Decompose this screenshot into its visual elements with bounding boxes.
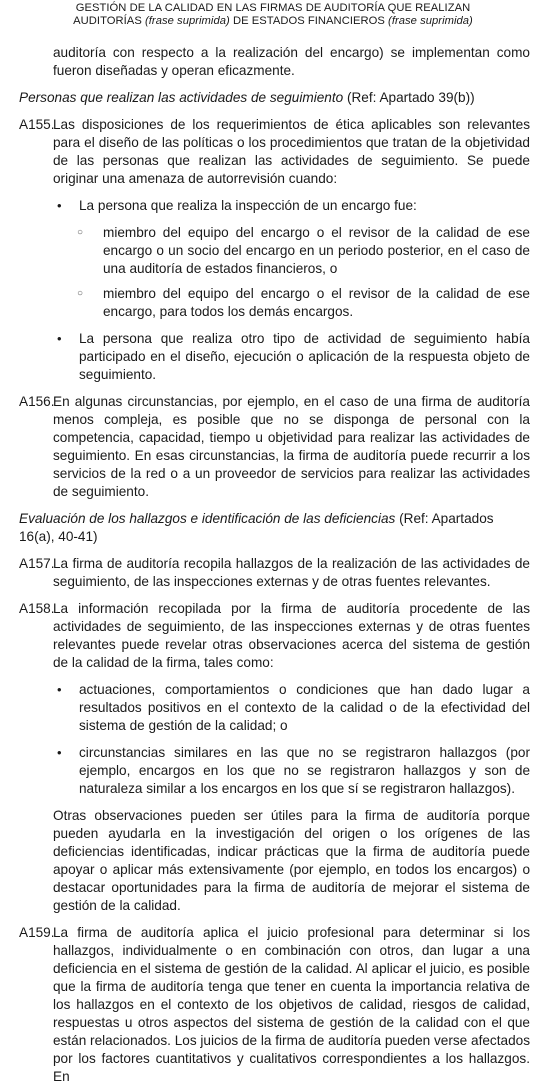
header-line-2-part: DE ESTADOS FINANCIEROS <box>229 15 389 27</box>
heading-ref: (Ref: Apartados 16(a), 40-41) <box>19 511 494 544</box>
paragraph-text: En algunas circunstancias, por ejemplo, en el caso de una firma de auditoría menos compleja, es posible que no se disponga de personal con la competencia, capacidad, tiempo u objetividad para realizar las actividades de seguimiento. En esas circunstancias, la firma de auditoría puede recurrir a los servicios de la red o a un proveedor de servicios para realizar las actividades de seguimiento. <box>53 394 530 499</box>
paragraph-a159 <box>19 924 530 1086</box>
paragraph-text: La información recopilada por la firma de auditoría procedente de las actividades de seguimiento, de las inspecciones externas y de otras fuentes relevantes puede revelar otras observaciones acerca del sistema de gestión de la calidad de la firma, tales como: <box>53 601 530 670</box>
sub-bullet-item <box>19 285 530 321</box>
sub-bullet-text: miembro del equipo del encargo o el revisor de la calidad de ese encargo, para todos los demás encargos. <box>103 286 530 319</box>
sub-bullet-text: miembro del equipo del encargo o el revisor de la calidad de ese encargo o un socio del encargo en un periodo posterior, en el caso de una auditoría de estados financieros, o <box>103 225 530 276</box>
heading-italic: Evaluación de los hallazgos e identificación de las deficiencias <box>19 511 396 526</box>
header-line-2-italic: (frase suprimida) <box>388 15 473 27</box>
running-header <box>0 0 546 28</box>
paragraph-a157 <box>19 555 530 591</box>
paragraph-a158 <box>19 600 530 672</box>
intro-paragraph: auditoría con respecto a la realización del encargo) se implementan como fueron diseñadas y operan eficazmente. <box>53 45 530 78</box>
paragraph-a156 <box>19 393 530 501</box>
bullet-item <box>19 197 530 215</box>
heading-italic: Personas que realizan las actividades de seguimiento <box>19 90 344 105</box>
bullet-icon: • <box>57 331 62 346</box>
section-heading-hallazgos <box>19 510 530 546</box>
paragraph-number: A156. <box>19 394 55 409</box>
header-line-1: GESTIÓN DE LA CALIDAD EN LAS FIRMAS DE AUDITORÍA QUE REALIZAN <box>75 2 471 14</box>
paragraph-number: A157. <box>19 556 55 571</box>
heading-ref: (Ref: Apartado 39(b)) <box>343 90 475 105</box>
bullet-text: circunstancias similares en las que no se registraron hallazgos (por ejemplo, encargos en los que no se registraron hallazgos y son de naturaleza similar a los encargos en los que sí se registraron hallazgos). <box>79 745 530 796</box>
paragraph-text: La firma de auditoría aplica el juicio profesional para determinar si los hallazgos, individualmente o en combinación con otros, dan lugar a una deficiencia en el sistema de gestión de la calidad. Al aplicar el juicio, es posible que la firma de auditoría tenga que tener en cuenta la importancia relativa de los hallazgos en el contexto de los objetivos de calidad, riesgos de calidad, respuestas u otros aspectos del sistema de gestión de la calidad con el que están relacionados. Los juicios de la firma de auditoría pueden verse afectados por los factores cuantitativos y cualitativos correspondientes a los hallazgos. En <box>53 925 530 1084</box>
bullet-icon: • <box>57 198 62 213</box>
paragraph-a155 <box>19 116 530 188</box>
paragraph-number: A155. <box>19 117 55 132</box>
header-line-2-part: AUDITORÍAS <box>73 15 145 27</box>
section-heading-seguimiento <box>19 89 530 107</box>
header-line-2-italic: (frase suprimida) <box>145 15 230 27</box>
paragraph-text: La firma de auditoría recopila hallazgos de la realización de las actividades de seguimiento, de las inspecciones externas y de otras fuentes relevantes. <box>53 556 530 589</box>
paragraph-number: A158. <box>19 601 55 616</box>
bullet-item <box>19 330 530 384</box>
sub-bullet-item <box>19 224 530 278</box>
circle-bullet-icon: ○ <box>77 288 84 299</box>
bullet-text: La persona que realiza otro tipo de actividad de seguimiento había participado en el diseño, ejecución o aplicación de la respuesta objeto de seguimiento. <box>79 331 530 382</box>
bullet-text: actuaciones, comportamientos o condiciones que han dado lugar a resultados positivos en el contexto de la calidad o de la efectividad del sistema de gestión de la calidad; o <box>79 682 530 733</box>
bullet-icon: • <box>57 745 62 760</box>
header-line-2 <box>0 15 546 28</box>
paragraph-text: Las disposiciones de los requerimientos de ética aplicables son relevantes para el diseño de las políticas o los procedimientos que tratan de la objetividad de las personas que realizan las actividades de seguimiento. Se puede originar una amenaza de autorrevisión cuando: <box>53 117 530 186</box>
bullet-item <box>19 744 530 798</box>
follow-paragraph: Otras observaciones pueden ser útiles para la firma de auditoría porque pueden ayudarla en la investigación del origen o los orígenes de las deficiencias identificadas, indicar prácticas que la firma de auditoría puede apoyar o aplicar más extensivamente (por ejemplo, en todos los encargos) o destacar oportunidades para la firma de auditoría de mejorar el sistema de gestión de la calidad. <box>53 808 530 913</box>
bullet-text: La persona que realiza la inspección de un encargo fue: <box>79 198 417 213</box>
circle-bullet-icon: ○ <box>77 227 84 238</box>
bullet-icon: • <box>57 682 62 697</box>
paragraph-number: A159. <box>19 925 55 940</box>
document-body <box>19 44 530 1086</box>
bullet-item <box>19 681 530 735</box>
